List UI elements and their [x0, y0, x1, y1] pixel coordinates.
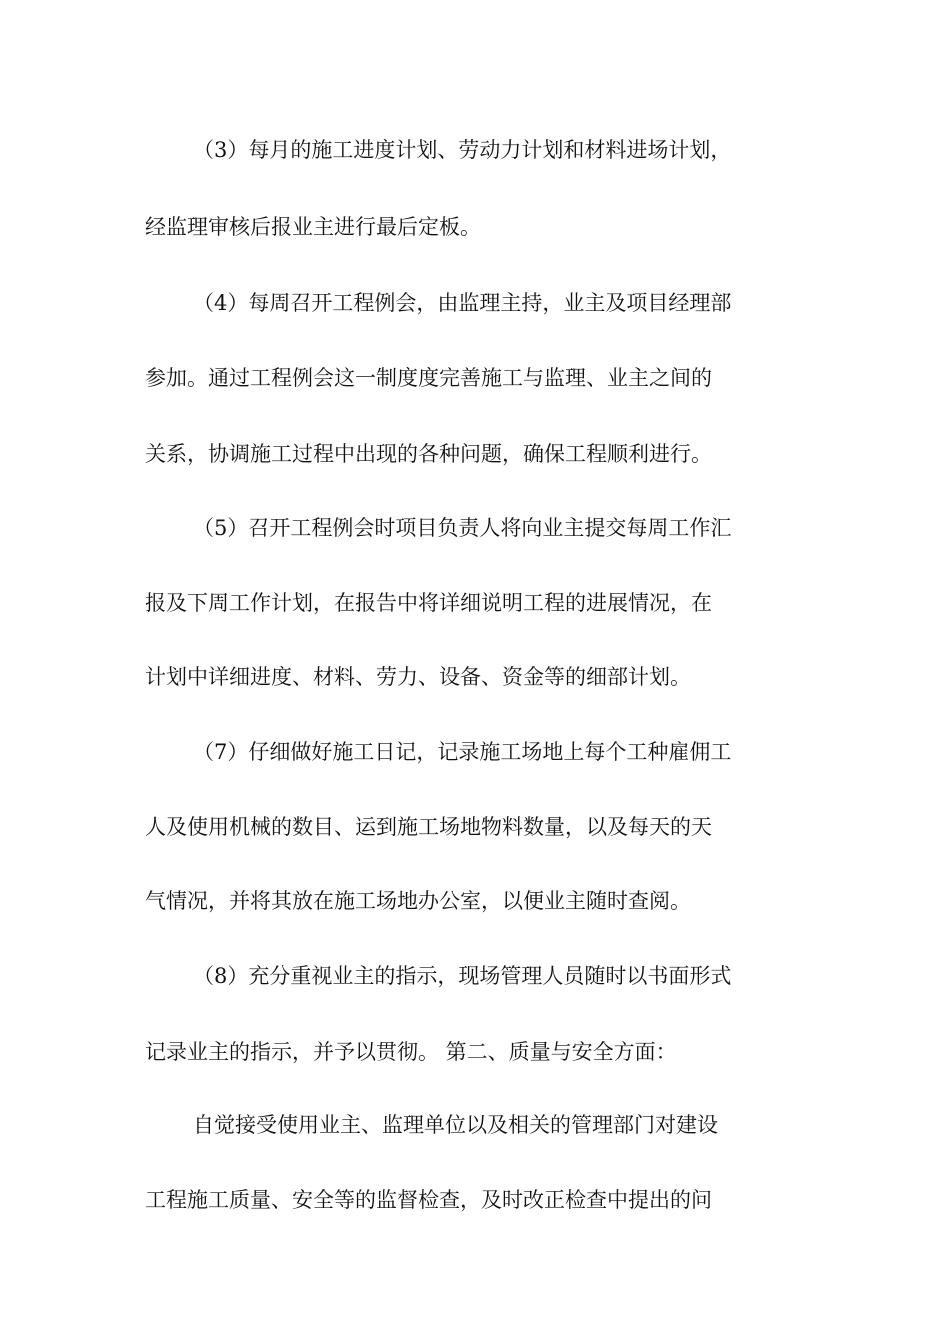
text-line: 人及使用机械的数目、运到施工场地物料数量，以及每天的天: [145, 815, 712, 839]
text-line: 报及下周工作计划，在报告中将详细说明工程的进展情况，在: [145, 591, 712, 615]
text-line: （7）仔细做好施工日记，记录施工场地上每个工种雇佣工: [193, 740, 732, 764]
text-line: （5）召开工程例会时项目负责人将向业主提交每周工作汇: [193, 516, 732, 540]
text-line: 气情况，并将其放在施工场地办公室，以便业主随时查阅。: [145, 889, 691, 913]
text-line: 参加。通过工程例会这一制度度完善施工与监理、业主之间的: [145, 366, 712, 390]
text-line: 工程施工质量、安全等的监督检查，及时改正检查中提出的问: [145, 1188, 712, 1212]
text-line: 记录业主的指示，并予以贯彻。 第二、质量与安全方面：: [145, 1040, 677, 1064]
text-line: （4）每周召开工程例会，由监理主持，业主及项目经理部: [193, 291, 732, 315]
text-line: 自觉接受使用业主、监理单位以及相关的管理部门对建设: [193, 1113, 718, 1137]
text-line: 经监理审核后报业主进行最后定板。: [145, 215, 481, 239]
text-line: 计划中详细进度、材料、劳力、设备、资金等的细部计划。: [145, 665, 691, 689]
text-line: （8）充分重视业主的指示，现场管理人员随时以书面形式: [193, 964, 732, 988]
text-line: 关系，协调施工过程中出现的各种问题，确保工程顺利进行。: [145, 442, 712, 466]
text-line: （3）每月的施工进度计划、劳动力计划和材料进场计划，: [193, 138, 732, 162]
